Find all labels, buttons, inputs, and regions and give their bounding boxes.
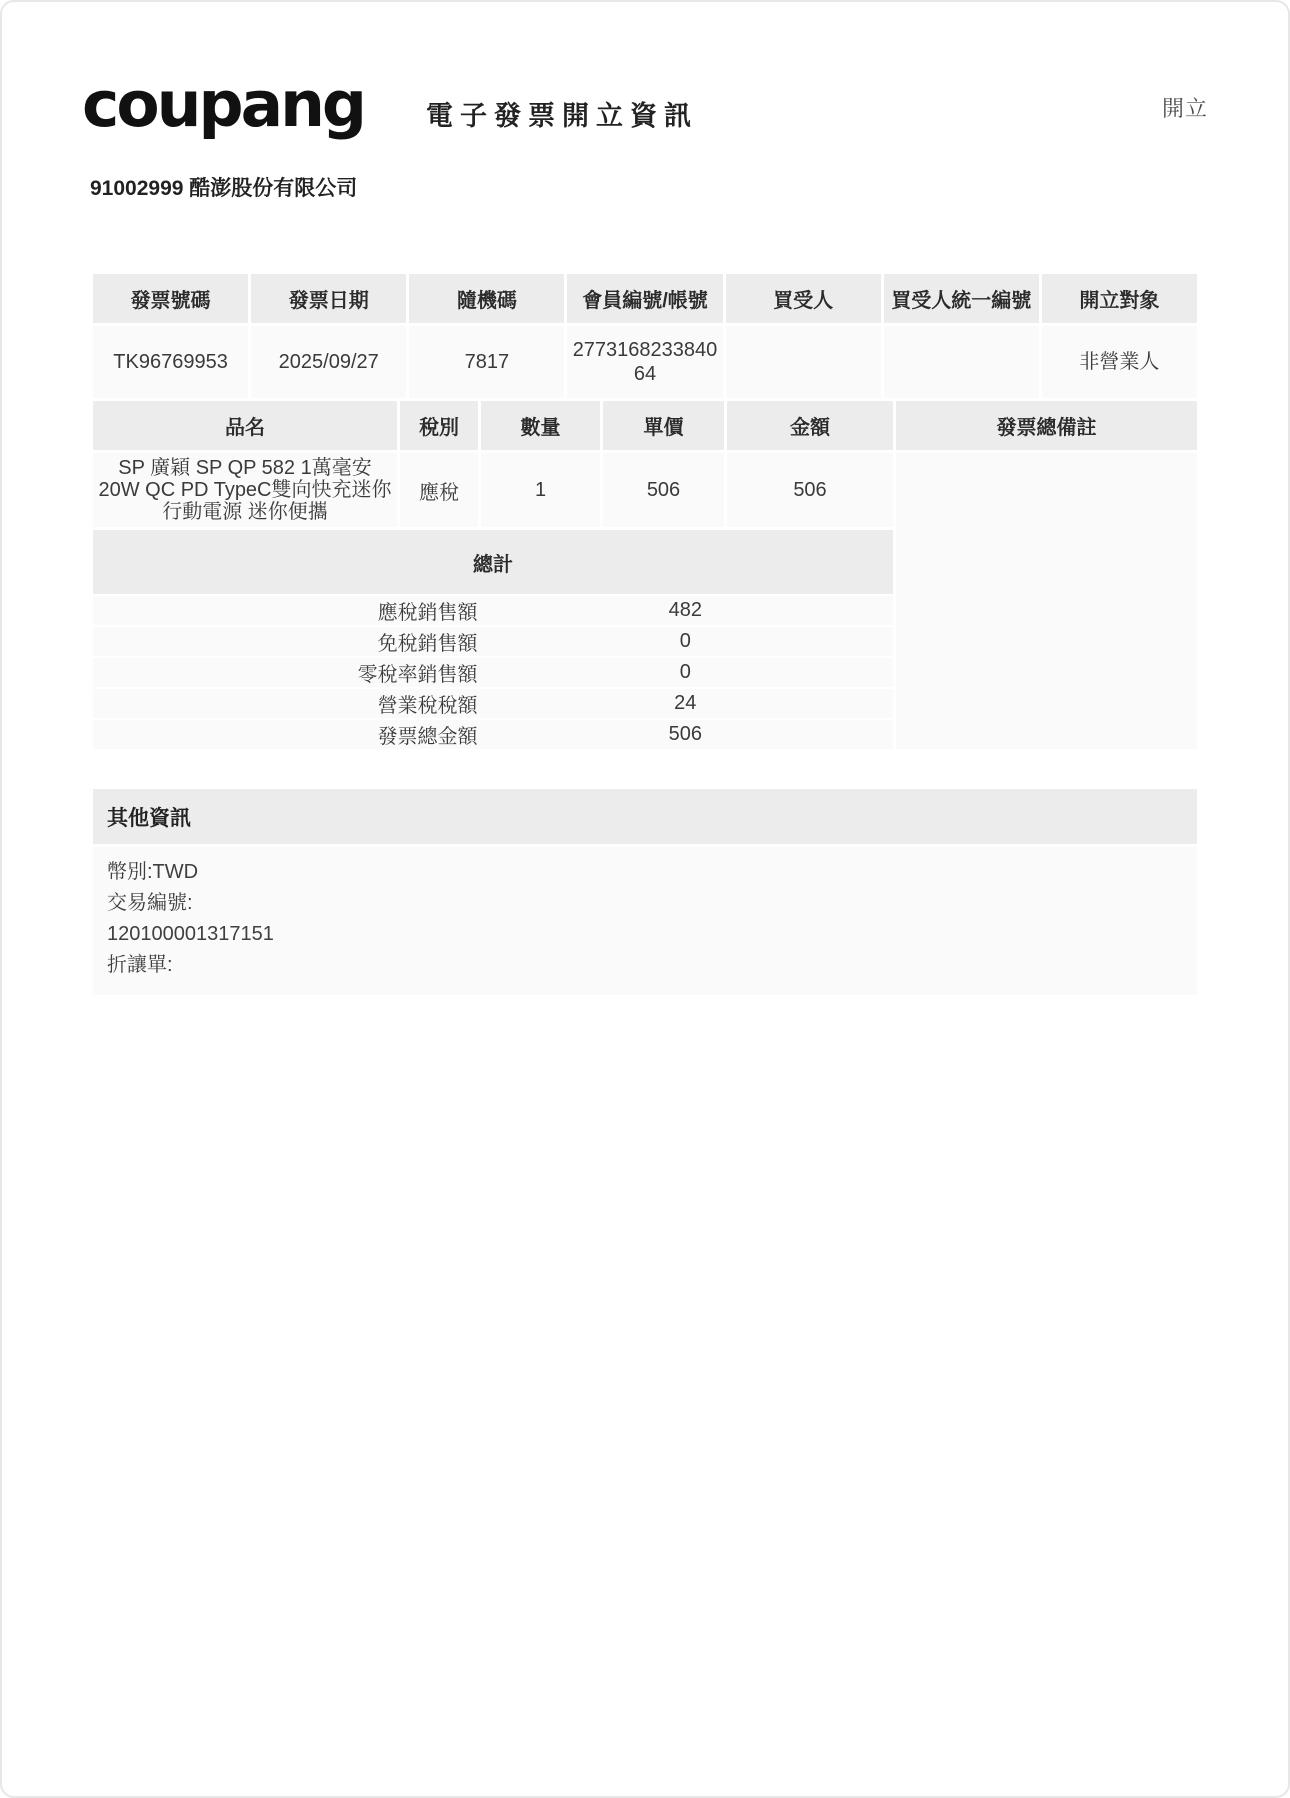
col-header-invoice-remark: 發票總備註 (896, 401, 1197, 450)
totals-label: 發票總金額 (377, 726, 478, 749)
other-info-transaction-label: 交易編號: (107, 892, 193, 915)
totals-value: 506 (668, 723, 702, 746)
col-header-issue-target: 開立對象 (1042, 274, 1197, 323)
invoice-remark-value (896, 453, 1197, 749)
invoice-number-value: TK96769953 (93, 326, 248, 398)
totals-value: 0 (679, 630, 691, 653)
item-name-value: SP 廣穎 SP QP 582 1萬毫安 20W QC PD TypeC雙向快充迷你行動電源 迷你便攜 (93, 453, 397, 527)
col-header-invoice-date: 發票日期 (251, 274, 406, 323)
issue-target-value: 非營業人 (1042, 326, 1197, 398)
totals-value: 482 (668, 599, 702, 622)
totals-row-tax-exempt-sales (93, 625, 893, 656)
totals-label: 應稅銷售額 (377, 602, 478, 625)
other-info-allowance-label: 折讓單: (107, 954, 173, 977)
buyer-tax-id-value (884, 326, 1039, 398)
totals-value: 24 (674, 692, 697, 715)
totals-label: 零稅率銷售額 (357, 664, 478, 687)
other-info-section (93, 789, 1197, 995)
totals-row-business-tax (93, 687, 893, 718)
totals-label: 免稅銷售額 (377, 633, 478, 656)
item-quantity-value: 1 (481, 453, 600, 527)
totals-label: 營業稅稅額 (377, 695, 478, 718)
random-code-value: 7817 (409, 326, 564, 398)
col-header-tax-type: 稅別 (400, 401, 478, 450)
col-header-item-name: 品名 (93, 401, 397, 450)
col-header-random-code: 隨機碼 (409, 274, 564, 323)
issue-link[interactable]: 開立 (1161, 96, 1208, 121)
totals-row-taxable-sales (93, 596, 893, 625)
item-tax-type-value: 應稅 (400, 453, 478, 527)
other-info-transaction-number: 120100001317151 (107, 923, 274, 946)
totals-value: 0 (679, 661, 691, 684)
page-header (82, 68, 1208, 141)
seller-company: 91002999 酷澎股份有限公司 (90, 177, 358, 201)
item-unit-price-value: 506 (603, 453, 724, 527)
totals-title-bar: 總計 (93, 530, 893, 594)
other-info-body (93, 847, 1197, 995)
invoice-meta-header-row (93, 274, 1197, 323)
member-account-value: 277316823384064 (567, 326, 722, 398)
totals-row-invoice-total (93, 718, 893, 749)
item-amount-value: 506 (727, 453, 893, 527)
totals-row-zero-rate-sales (93, 656, 893, 687)
col-header-quantity: 數量 (481, 401, 600, 450)
col-header-invoice-number: 發票號碼 (93, 274, 248, 323)
col-header-buyer-tax-id: 買受人統一編號 (884, 274, 1039, 323)
col-header-member-account: 會員編號/帳號 (567, 274, 722, 323)
other-info-title: 其他資訊 (93, 789, 1197, 844)
coupang-logo: coupang (82, 68, 365, 141)
invoice-meta-data-row (93, 326, 1197, 398)
col-header-amount: 金額 (727, 401, 893, 450)
invoice-date-value: 2025/09/27 (251, 326, 406, 398)
items-header-row (93, 401, 893, 450)
col-header-buyer: 買受人 (726, 274, 881, 323)
col-header-unit-price: 單價 (603, 401, 724, 450)
other-info-currency: 幣別:TWD (107, 861, 199, 884)
items-table-left (93, 401, 893, 749)
items-table (93, 401, 1197, 749)
buyer-value (726, 326, 881, 398)
page-title: 電子發票開立資訊 (426, 101, 699, 131)
item-row (93, 453, 893, 527)
invoice-document (93, 274, 1197, 995)
totals-section (93, 596, 893, 749)
invoice-remark-column (896, 401, 1197, 749)
